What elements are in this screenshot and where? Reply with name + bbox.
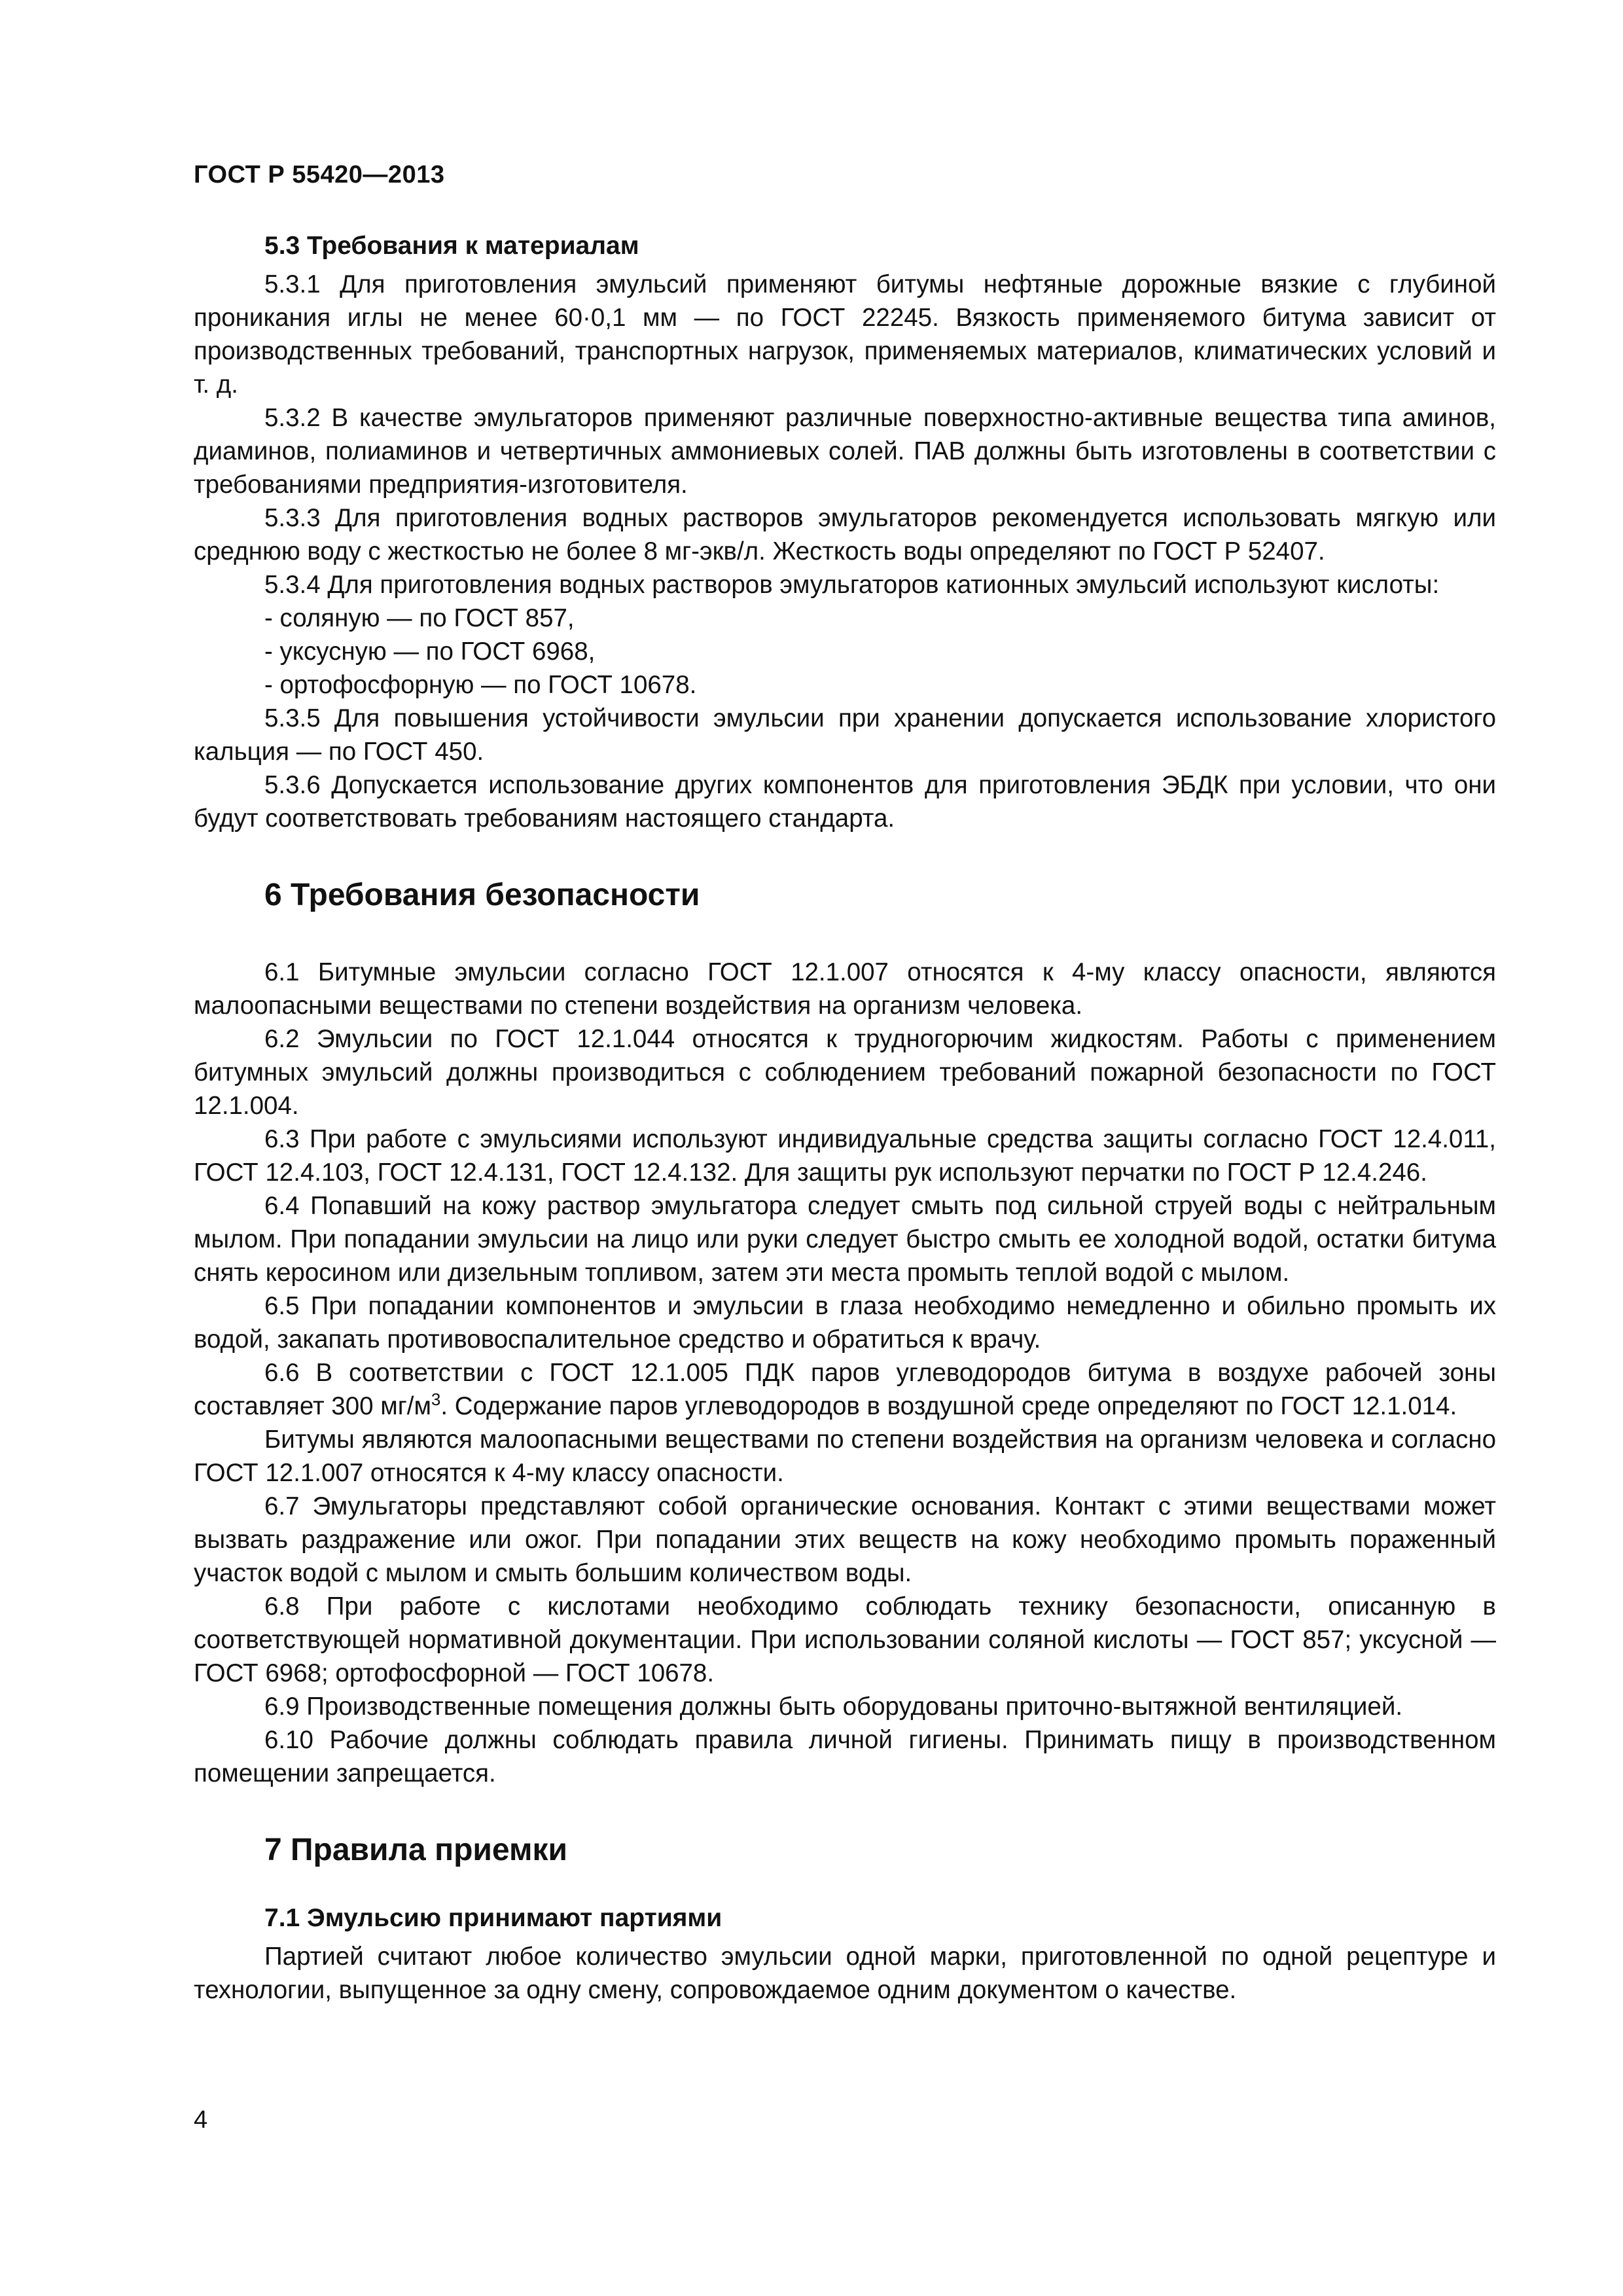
section-6-title: 6 Требования безопасности <box>264 878 700 912</box>
paragraph-6-8: 6.8 При работе с кислотами необходимо соблюдать технику безопасности, описанную в соответствующей нормативной документации. При использовании соляной кислоты — ГОСТ 857; уксусной — ГОСТ 6968; ортофосфорной — ГОСТ 10678. <box>194 1592 1496 1687</box>
page-content <box>194 229 1496 2007</box>
paragraph-5-3-4: 5.3.4 Для приготовления водных растворов эмульгаторов катионных эмульсий используют кислоты: <box>264 571 1440 599</box>
paragraph-6-6-extra: Битумы являются малоопасными веществами по степени воздействия на организм человека и согласно ГОСТ 12.1.007 относятся к 4-му классу опасности. <box>194 1426 1496 1487</box>
list-item-acid-acetic: - уксусную — по ГОСТ 6968, <box>264 637 596 666</box>
paragraph-5-3-1: 5.3.1 Для приготовления эмульсий применяют битумы нефтяные дорожные вязкие с глубиной проникания иглы не менее 60·0,1 мм — по ГОСТ 22245. Вязкость применяемого битума зависит от производственных требований, транспортных нагрузок, применяемых материалов, климатических условий и т. д. <box>194 270 1496 399</box>
paragraph-6-4: 6.4 Попавший на кожу раствор эмульгатора следует смыть под сильной струей воды с нейтральным мылом. При попадании эмульсии на лицо или руки следует быстро смыть ее холодной водой, остатки битума снять керосином или дизельным топливом, затем эти места промыть теплой водой с мылом. <box>194 1192 1496 1287</box>
document-id-header: ГОСТ Р 55420—2013 <box>194 161 445 188</box>
list-item-acid-hydrochloric: - соляную — по ГОСТ 857, <box>264 604 575 632</box>
list-item-acid-phosphoric: - ортофосфорную — по ГОСТ 10678. <box>264 671 697 699</box>
paragraph-6-5: 6.5 При попадании компонентов и эмульсии в глаза необходимо немедленно и обильно промыть их водой, закапать противовоспалительное средство и обратиться к врачу. <box>194 1292 1496 1354</box>
section-5-3-title: 5.3 Требования к материалам <box>264 232 639 260</box>
paragraph-6-6-text-a: 6.6 В соответствии с ГОСТ 12.1.005 ПДК паров углеводородов битума в воздухе рабочей зоны составляет 300 мг/м <box>194 1359 1496 1420</box>
paragraph-5-3-3: 5.3.3 Для приготовления водных растворов эмульгаторов рекомендуется использовать мягкую или среднюю воду с жесткостью не более 8 мг-экв/л. Жесткость воды определяют по ГОСТ Р 52407. <box>194 504 1496 565</box>
paragraph-6-10: 6.10 Рабочие должны соблюдать правила личной гигиены. Принимать пищу в производственном помещении запрещается. <box>194 1726 1496 1787</box>
paragraph-6-6 <box>194 1356 1496 1423</box>
paragraph-6-7: 6.7 Эмульгаторы представляют собой органические основания. Контакт с этими веществами может вызвать раздражение или ожог. При попадании этих веществ на кожу необходимо промыть пораженный участок водой с мылом и смыть большим количеством воды. <box>194 1492 1496 1587</box>
paragraph-5-3-5: 5.3.5 Для повышения устойчивости эмульсии при хранении допускается использование хлористого кальция — по ГОСТ 450. <box>194 704 1496 766</box>
paragraph-5-3-6: 5.3.6 Допускается использование других компонентов для приготовления ЭБДК при условии, что они будут соответствовать требованиям настоящего стандарта. <box>194 771 1496 833</box>
paragraph-6-3: 6.3 При работе с эмульсиями используют индивидуальные средства защиты согласно ГОСТ 12.4.011, ГОСТ 12.4.103, ГОСТ 12.4.131, ГОСТ 12.4.132. Для защиты рук используют перчатки по ГОСТ Р 12.4.246. <box>194 1125 1496 1187</box>
section-7-1-title: 7.1 Эмульсию принимают партиями <box>264 1904 722 1932</box>
paragraph-6-9: 6.9 Производственные помещения должны быть оборудованы приточно-вытяжной вентиляцией. <box>264 1693 1403 1721</box>
paragraph-5-3-2: 5.3.2 В качестве эмульгаторов применяют различные поверхностно-активные вещества типа аминов, диаминов, полиаминов и четвертичных аммониевых солей. ПАВ должны быть изготовлены в соответствии с требованиями предприятия-изготовителя. <box>194 404 1496 499</box>
page-number: 4 <box>194 2106 208 2134</box>
paragraph-6-2: 6.2 Эмульсии по ГОСТ 12.1.044 относятся к трудногорючим жидкостям. Работы с применением битумных эмульсий должны производиться с соблюдением требований пожарной безопасности по ГОСТ 12.1.004. <box>194 1025 1496 1120</box>
paragraph-7-1: Партией считают любое количество эмульсии одной марки, приготовленной по одной рецептуре и технологии, выпущенное за одну смену, сопровождаемое одним документом о качестве. <box>194 1943 1496 2004</box>
paragraph-6-1: 6.1 Битумные эмульсии согласно ГОСТ 12.1.007 относятся к 4-му классу опасности, являются малоопасными веществами по степени воздействия на организм человека. <box>194 958 1496 1020</box>
superscript-cubic: 3 <box>431 1390 441 1409</box>
section-7-title: 7 Правила приемки <box>264 1833 568 1867</box>
paragraph-6-6-text-b: . Содержание паров углеводородов в воздушной среде определяют по ГОСТ 12.1.014. <box>440 1392 1457 1420</box>
